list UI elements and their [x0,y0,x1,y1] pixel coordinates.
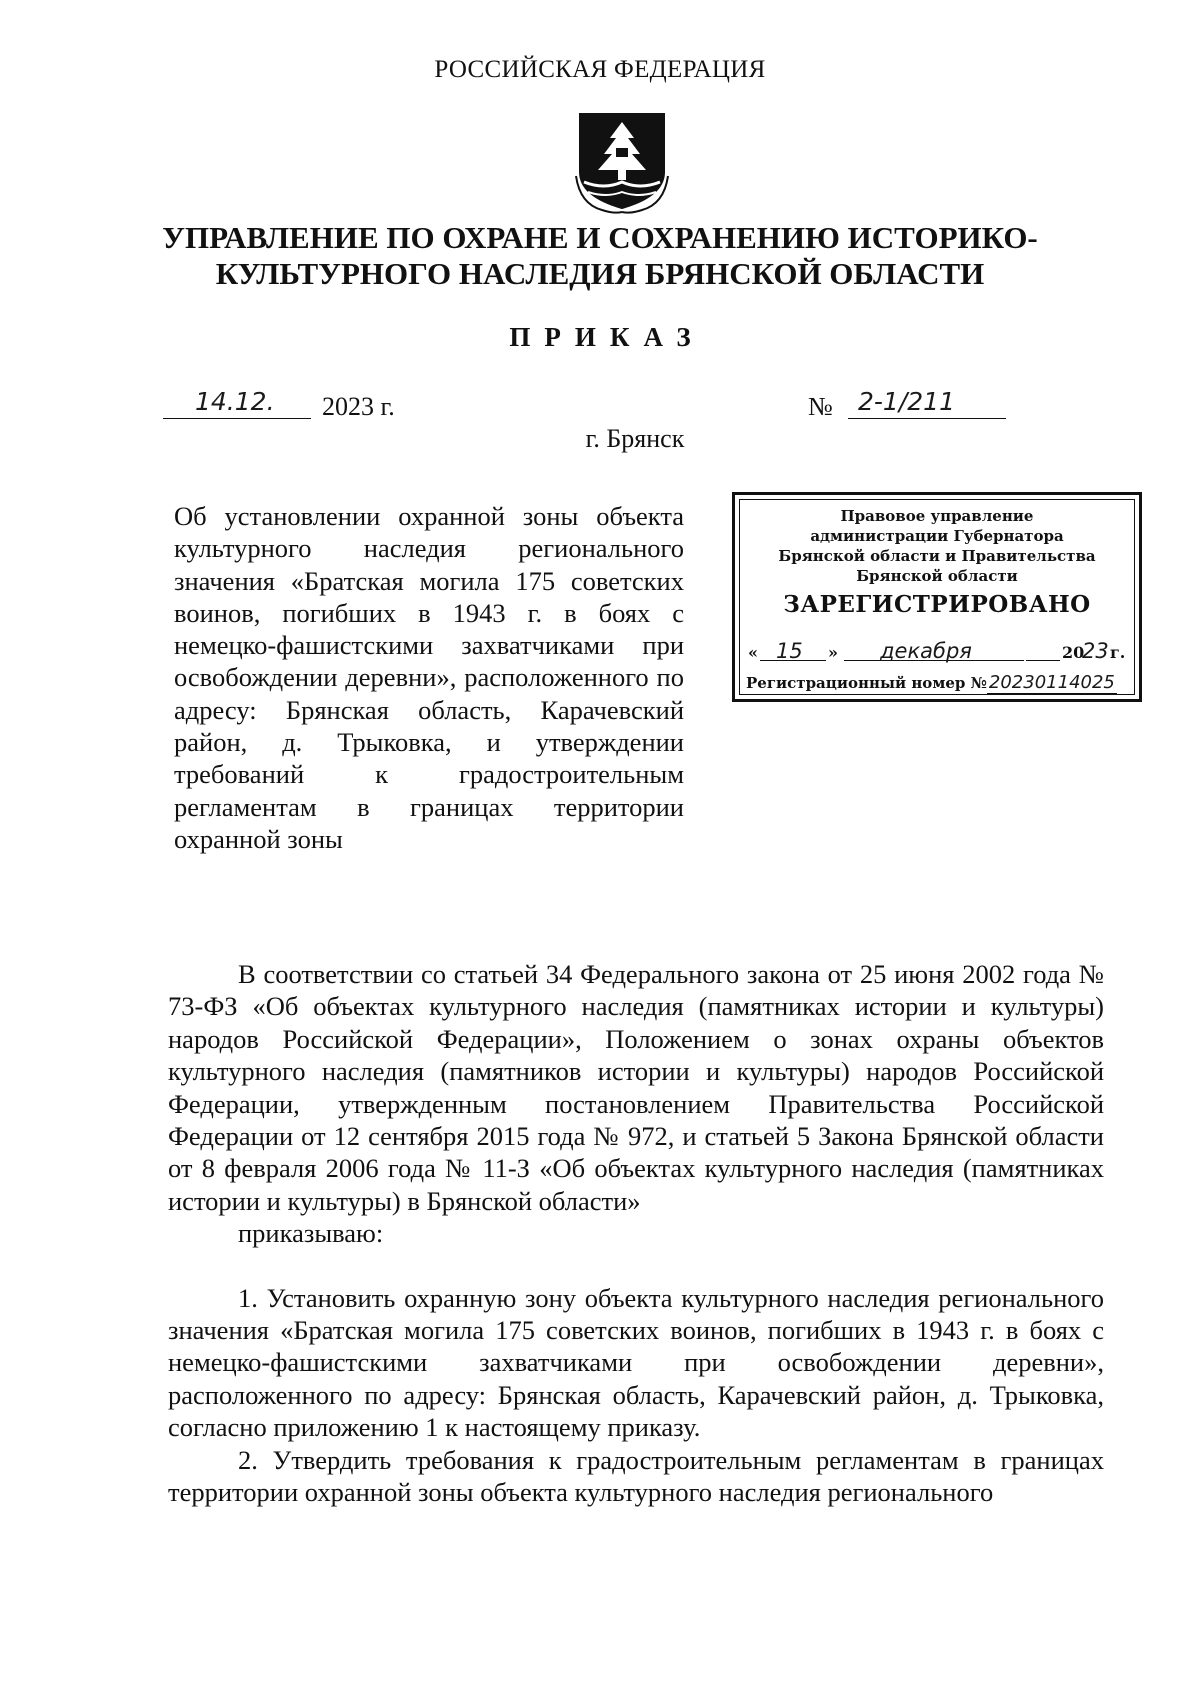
order-subject: Об установлении охранной зоны объекта культурного наследия регионального значения «Братская могила 175 советских воинов, погибших в 1943 г. в боях с немецко-фашистскими захватчиками при освобождении деревни», расположенного по адресу: Брянская область, Карачевский район, д. Трыковка, и утверждении требований к градостроительным регламентам в границах территории охранной зоны [174,501,684,854]
order-number-field [848,380,1006,419]
order-word: приказываю: [238,1218,384,1249]
stamp-reg-number-handwritten: 20230114025 [988,672,1115,693]
stamp-reg-number-label: Регистрационный номер № [746,674,987,692]
agency-title-line2: КУЛЬТУРНОГО НАСЛЕДИЯ БРЯНСКОЙ ОБЛАСТИ [215,256,985,291]
stamp-line-4: Брянской области [856,567,1018,585]
stamp-registered-label: ЗАРЕГИСТРИРОВАНО [783,591,1091,618]
registration-stamp [732,492,1142,702]
bryansk-coat-of-arms-icon [574,110,670,214]
stamp-reg-number-row [746,672,1117,693]
stamp-line-2: администрации Губернатора [810,527,1064,545]
order-number-handwritten: 2-1/211 [858,387,955,416]
order-date-handwritten: 14.12. [195,387,275,416]
stamp-line-3: Брянской области и Правительства [778,547,1096,565]
stamp-year-prefix: 20 [1062,643,1085,662]
order-body [168,958,1104,1509]
order-item-1: 1. Установить охранную зону объекта культурного наследия регионального значения «Братская могила 175 советских воинов, погибших в 1943 г. в боях с немецко-фашистскими захватчиками при освобождении деревни», расположенного по адресу: Брянская область, Карачевский район, д. Трыковка, согласно приложению 1 к настоящему приказу. [168,1282,1104,1443]
order-year: 2023 г. [322,392,395,421]
stamp-month-handwritten: декабря [880,639,972,663]
stamp-year-pre-line [1026,634,1060,661]
stamp-year-handwritten: 23 [1082,639,1109,663]
city-name: г. Брянск [585,424,685,453]
stamp-year-suffix: г. [1110,643,1126,662]
stamp-open-quote: « [748,643,758,662]
country-header: РОССИЙСКАЯ ФЕДЕРАЦИЯ [434,56,766,83]
stamp-close-quote: » [828,643,838,662]
agency-title [0,220,1200,292]
stamp-line-1: Правовое управление [840,507,1034,525]
stamp-day-handwritten: 15 [776,639,803,663]
stamp-date-row [740,636,1134,664]
order-date-field [163,380,311,419]
registration-stamp-inner [739,499,1135,695]
order-number-sign: № [808,392,833,421]
preamble-paragraph: В соответствии со статьей 34 Федерального закона от 25 июня 2002 года № 73-ФЗ «Об объектах культурного наследия (памятниках истории и культуры) народов Российской Федерации», Положением о зонах охраны объектов культурного наследия (памятников истории и культуры) народов Российской Федерации, утвержденным постановлением Правительства Российской Федерации от 12 сентября 2015 года № 972, и статьей 5 Закона Брянской области от 8 февраля 2006 года № 11-З «Об объектах культурного наследия (памятниках истории и культуры) в Брянской области» [168,959,1104,1216]
order-item-2: 2. Утвердить требования к градостроительным регламентам в границах территории охранной зоны объекта культурного наследия регионального [168,1444,1104,1508]
agency-title-line1: УПРАВЛЕНИЕ ПО ОХРАНЕ И СОХРАНЕНИЮ ИСТОРИКО- [162,220,1038,255]
document-type-title: ПРИКАЗ [509,322,705,352]
